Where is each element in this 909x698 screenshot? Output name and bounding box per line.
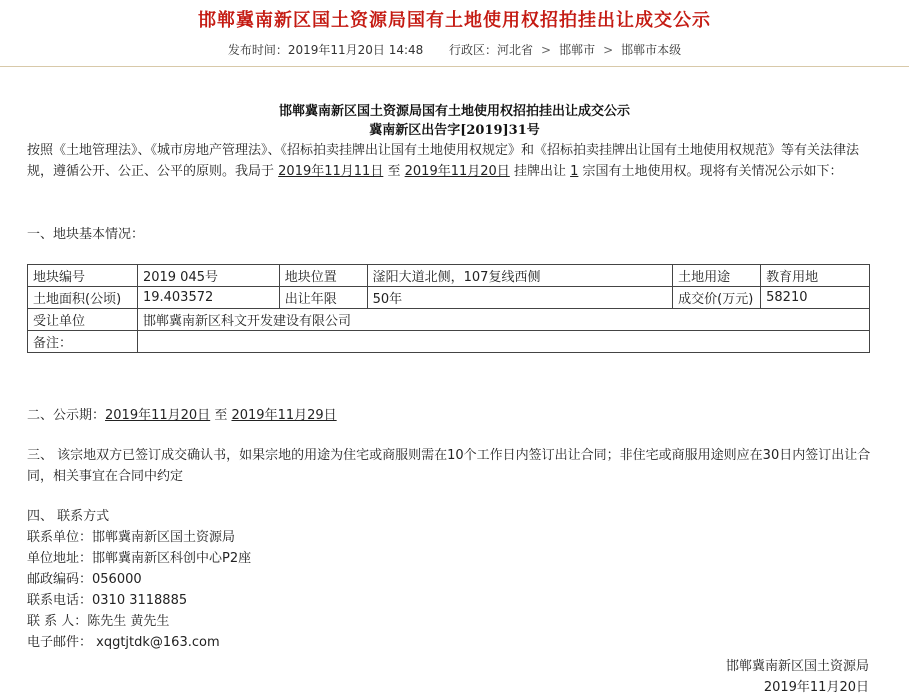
lease-term-value: 50年 bbox=[367, 287, 673, 309]
remarks-label: 备注： bbox=[28, 331, 138, 353]
publish-label: 发布时间： bbox=[227, 43, 288, 57]
parcel-location-label: 地块位置 bbox=[279, 265, 367, 287]
to-word: 至 bbox=[387, 164, 401, 179]
breadcrumb-city[interactable]: 邯郸市 bbox=[559, 43, 596, 57]
meta-bar bbox=[0, 41, 909, 58]
contact-postcode: 邮政编码：056000 bbox=[27, 572, 142, 587]
land-area-value: 19.403572 bbox=[137, 287, 279, 309]
listing-start-date: 2019年11月11日 bbox=[278, 164, 384, 179]
document-heading bbox=[0, 102, 909, 140]
table-row bbox=[28, 331, 870, 353]
contact-person: 联 系 人：陈先生 黄先生 bbox=[27, 614, 170, 629]
intro-text-2: 挂牌出让 bbox=[513, 164, 566, 179]
table-row bbox=[28, 309, 870, 331]
section-3: 三、 该宗地双方已签订成交确认书，如果宗地的用途为住宅或商服则需在10个工作日内签订出让合同；非住宅或商服用途则应在30日内签订出让合同，相关事宜在合同中约定 bbox=[27, 448, 871, 484]
document-title: 邯郸冀南新区国土资源局国有土地使用权招拍挂出让成交公示 bbox=[278, 104, 630, 119]
section-2-label: 二、公示期： bbox=[27, 408, 106, 423]
land-use-label: 土地用途 bbox=[673, 265, 761, 287]
parcel-location-value: 滏阳大道北侧，107复线西侧 bbox=[367, 265, 673, 287]
breadcrumb-district[interactable]: 邯郸市本级 bbox=[621, 43, 682, 57]
land-area-label: 土地面积(公顷) bbox=[28, 287, 138, 309]
header-divider bbox=[0, 66, 909, 67]
contact-email: 电子邮件： xqgtjtdk@163.com bbox=[27, 635, 220, 650]
footer-organization: 邯郸冀南新区国土资源局 bbox=[725, 659, 869, 674]
lease-term-label: 出让年限 bbox=[279, 287, 367, 309]
land-info-table bbox=[27, 264, 870, 353]
document-number: 冀南新区出告字[2019]31号 bbox=[369, 123, 540, 138]
contact-section bbox=[27, 506, 877, 653]
land-use-value: 教育用地 bbox=[761, 265, 870, 287]
parcel-count: 1 bbox=[570, 164, 579, 179]
page-title: 邯郸冀南新区国土资源局国有土地使用权招拍挂出让成交公示 bbox=[198, 10, 711, 31]
notice-end-date: 2019年11月29日 bbox=[231, 408, 337, 423]
intro-paragraph bbox=[27, 140, 877, 182]
section-2 bbox=[27, 405, 877, 426]
breadcrumb-province[interactable]: 河北省 bbox=[497, 43, 534, 57]
intro-text-3: 宗国有土地使用权。现将有关情况公示如下： bbox=[582, 164, 843, 179]
table-row bbox=[28, 287, 870, 309]
contact-unit: 联系单位：邯郸冀南新区国土资源局 bbox=[27, 530, 236, 545]
contact-phone: 联系电话：0310 3118885 bbox=[27, 593, 188, 608]
section-1-heading: 一、地块基本情况： bbox=[27, 227, 145, 242]
transferee-label: 受让单位 bbox=[28, 309, 138, 331]
remarks-value bbox=[137, 331, 869, 353]
publish-time: 2019年11月20日 14:48 bbox=[287, 43, 424, 57]
listing-end-date: 2019年11月20日 bbox=[404, 164, 510, 179]
footer-date: 2019年11月20日 bbox=[763, 680, 869, 695]
parcel-no-value: 2019 045号 bbox=[137, 265, 279, 287]
section-4-heading: 四、 联系方式 bbox=[27, 509, 110, 524]
contact-address: 单位地址：邯郸冀南新区科创中心P2座 bbox=[27, 551, 252, 566]
deal-price-value: 58210 bbox=[761, 287, 870, 309]
transferee-value: 邯郸冀南新区科文开发建设有限公司 bbox=[137, 309, 869, 331]
breadcrumb-sep: > bbox=[541, 43, 552, 57]
to-word: 至 bbox=[214, 408, 228, 423]
parcel-no-label: 地块编号 bbox=[28, 265, 138, 287]
breadcrumb-sep: > bbox=[603, 43, 614, 57]
notice-start-date: 2019年11月20日 bbox=[105, 408, 211, 423]
intro-text: 按照《土地管理法》、《城市房地产管理法》、《招标拍卖挂牌出让国有土地使用权规定》和《招标拍卖挂牌出让国有土地使用权规范》等有关法律法规，遵循公开、公正、公平的原则。我局于 bbox=[27, 143, 860, 179]
deal-price-label: 成交价(万元) bbox=[673, 287, 761, 309]
table-row bbox=[28, 265, 870, 287]
region-label: 行政区： bbox=[448, 43, 497, 57]
